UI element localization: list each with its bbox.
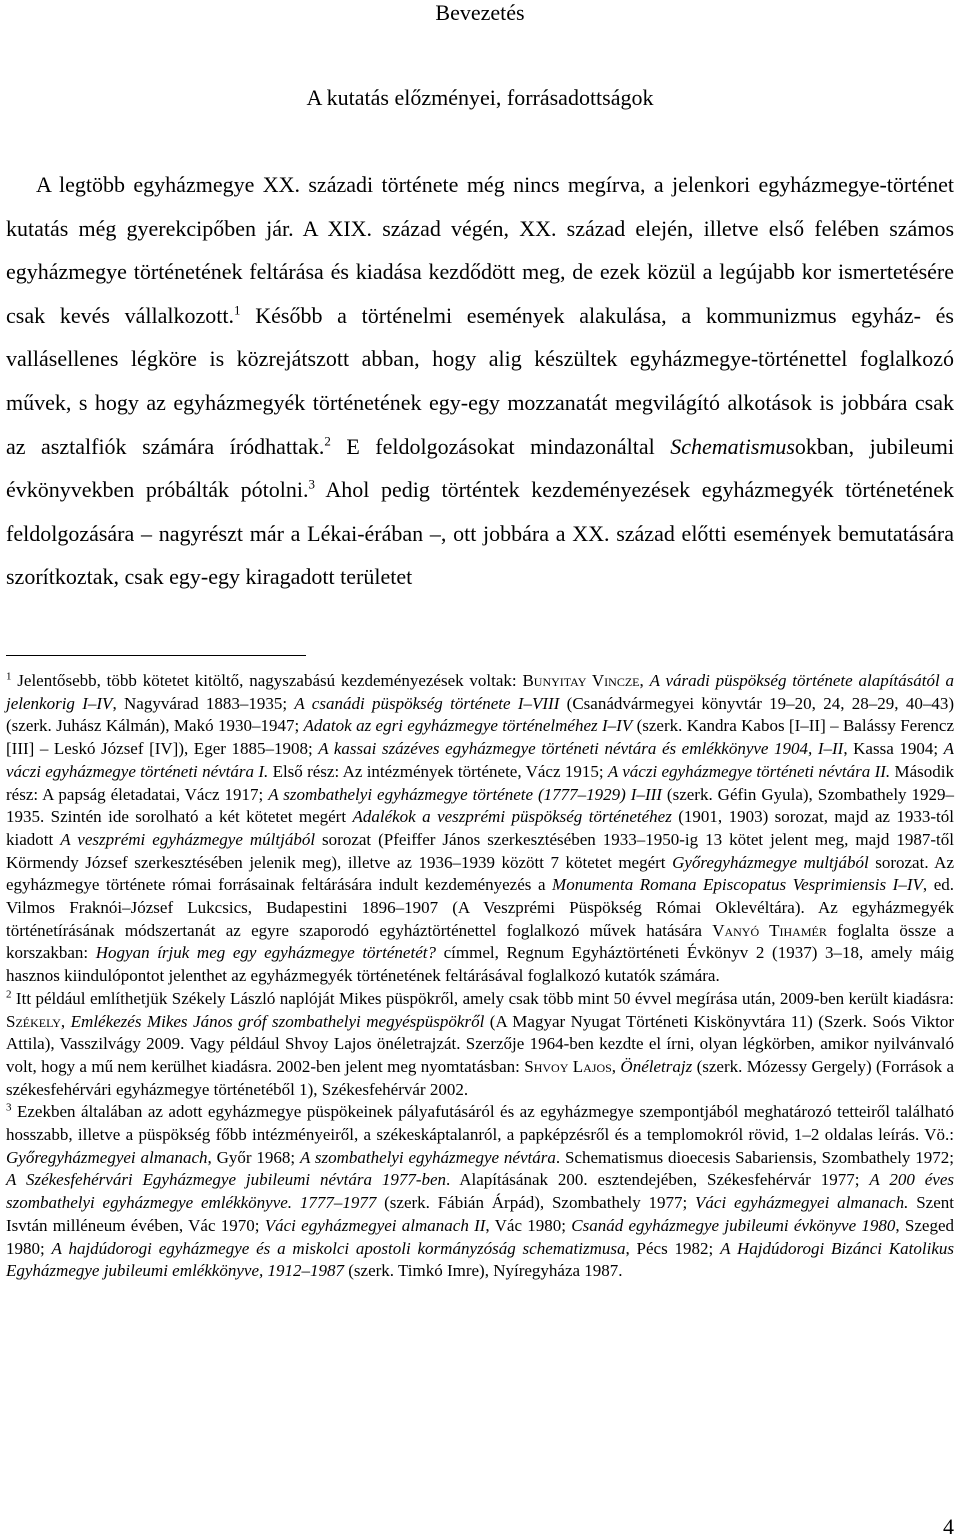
work-title: A váradi püspökség története alapításától a jelenkorig I–IV xyxy=(6,671,955,713)
footnote-text: , xyxy=(60,1011,71,1031)
body-sentence: okban, jubileumi évkönyvekben próbálták pótolni. xyxy=(6,433,954,503)
work-title: Önéletrajz xyxy=(620,1056,693,1076)
footnote-text: (A Magyar Nyugat Történeti Kiskönyvtára 11) (Szerk. Soós Viktor Attila), Vasszilvágy 2009. Vagy például Shvoy Lajos önéletrajzát. Szerzője 1964-ben kezdte el írni, olyan légkörben, amikor nyilvánvaló volt, hogy a mű nem kerülhet kiadásra. 2002-ben jelent meg nyomtatásban: xyxy=(6,1011,955,1076)
footnote-text: , Szeged 1980; xyxy=(6,1215,954,1258)
work-title: Hogyan írjuk meg egy egyházmegye történetét? xyxy=(95,943,436,963)
footnote-text: Szent Isvtán milléneum évében, Vác 1970; xyxy=(6,1193,954,1235)
footnote-text: sorozat (Pfeiffer János szerkesztésében 1933–1950-ig 13 kötet jelent meg, majd 1987-től Körmendy József szerkesztésében jelenik meg), illetve az 1936–1939 között 7 kötetet megért xyxy=(6,829,954,872)
footnote-number: 3 xyxy=(6,1101,12,1114)
work-title: A Székesfehérvári Egyházmegye jubileumi névtára 1977-ben xyxy=(6,1170,447,1190)
work-title: A veszprémi egyházmegye múltjából xyxy=(60,829,316,849)
italic-term: Schematismus xyxy=(670,433,795,459)
footnote-text: . Alapításának 200. esztendejében, Székesfehérvár 1977; xyxy=(446,1170,870,1190)
footnote-text: Jelentősebb, több kötetet kitöltő, nagyszabású kezdeményezések voltak: xyxy=(11,671,523,690)
work-title: Győregyházmegyei almanach xyxy=(6,1147,208,1167)
body-text xyxy=(6,163,954,599)
footnote-text: , xyxy=(611,1056,621,1076)
footnote-text: Ezekben általában az adott egyházmegye püspökeinek pályafutásáról és az egyházmegye szempontjából meghatározó tetteiről található hosszabb, illetve a püspökség főbb intézményeiről, a székeskáptalanról, a papképzésről és a templomokról rövid, 1–2 oldalas leírás. Vö.: xyxy=(6,1102,954,1145)
footnote-text: , Pécs 1982; xyxy=(625,1238,721,1258)
footnote-separator xyxy=(6,655,306,656)
footnote-text: , Vác 1980; xyxy=(485,1215,572,1235)
footnote-text: , xyxy=(639,671,650,690)
work-title: A szombathelyi egyházmegye története (1777–1929) I–III xyxy=(268,784,662,804)
work-title: A szombathelyi egyházmegye névtára xyxy=(299,1147,556,1167)
footnote-ref-1[interactable]: 1 xyxy=(234,302,241,318)
work-title: A 200 éves szombathelyi egyházmegye emlékkönyve. 1777–1977 xyxy=(6,1170,954,1213)
footnote-text: , Nagyvárad 1883–1935; xyxy=(112,693,295,713)
section-title: A kutatás előzményei, forrásadottságok xyxy=(306,85,654,110)
footnote-text: , ed. Vilmos Fraknói–József Lukcsics, Budapestini 1896–1907 (A Veszprémi Püspökség Római Oklevéltára). Az egyházmegyék történetírásának módszertanát az egyre szaporodó egyháztörténettel foglalkozó művek hatására xyxy=(6,875,954,940)
footnote-ref-3[interactable]: 3 xyxy=(308,476,315,492)
author-name: Shvoy Lajos xyxy=(524,1056,612,1076)
footnote-text: , Kassa 1904; xyxy=(843,739,944,759)
body-paragraph xyxy=(6,163,954,599)
footnote-text: címmel, Regnum Egyháztörténeti Évkönyv 2 (1937) 3–18, amely máig hasznos kiindulópontot jelenthet az egyházmegyék történetének feltárásával foglalkozó kutatók számára. xyxy=(6,943,955,986)
footnote-3 xyxy=(6,1101,954,1283)
chapter-title: Bevezetés xyxy=(435,0,525,25)
page-number: 4 xyxy=(943,1514,954,1539)
work-title: Váci egyházmegyei almanach II xyxy=(264,1215,486,1235)
work-title: A Hajdúdorogi Bizánci Katolikus Egyházmegye jubileumi emlékkönyve, 1912–1987 xyxy=(6,1238,954,1281)
body-sentence: E feldolgozásokat mindazonáltal xyxy=(330,433,671,459)
footnote-text: (1901, 1903) sorozat, majd az 1933-tól kiadott xyxy=(6,807,954,849)
work-title: Váci egyházmegyei almanach. xyxy=(695,1193,909,1213)
work-title: Adalékok a veszprémi püspökség történetéhez xyxy=(352,807,672,827)
footnotes xyxy=(6,670,954,1283)
work-title: A kassai százéves egyházmegye történeti névtára és emlékkönyve 1904, I–II xyxy=(318,739,844,759)
footnote-text: (szerk. Timkó Imre), Nyíregyháza 1987. xyxy=(344,1261,623,1281)
work-title: Adatok az egri egyházmegye történelméhez I–IV xyxy=(303,716,633,736)
work-title: A váczi egyházmegye történeti névtára I. xyxy=(6,739,954,781)
footnote-text: (szerk. Kandra Kabos [I–II] – Balássy Ferencz [III] – Leskó József [IV]), Eger 1885–1908; xyxy=(6,716,955,759)
footnote-text: Itt például említhetjük Székely László naplóját Mikes püspökről, amely csak több mint 50 évvel megírása után, 2009-ben került kiadásra: xyxy=(11,988,954,1008)
footnote-text: (szerk. Géfin Gyula), Szombathely 1929–1935. Szintén ide sorolható a két kötetet megért xyxy=(6,784,955,827)
body-sentence: A legtöbb egyházmegye XX. századi története még nincs megírva, a jelenkori egyházmegye-történet kutatás még gyerekcipőben jár. A XIX. század végén, XX. század elején, illetve első felében számos egyházmegye történetének feltárása és kiadása kezdődött meg, de ezek közül a legújabb kor ismertetésére csak kevés vállalkozott. xyxy=(6,172,954,328)
footnote-text: sorozat. Az egyházmegye története római forrásainak feltárására indult kezdeményezés a xyxy=(6,852,954,895)
work-title: Emlékezés Mikes János gróf szombathelyi megyéspüspökről xyxy=(70,1011,485,1031)
work-title: A váczi egyházmegye történeti névtára II. xyxy=(607,761,891,781)
body-sentence: Később a történelmi események alakulása, a kommunizmus egyház- és vallásellenes légköre is közrejátszott abban, hogy alig készültek egyházmegye-történettel foglalkozó művek, s hogy az egyházmegyék történetének egy-egy mozzanatát megvilágító alkotások is jobbára csak az asztalfiók számára íródhattak. xyxy=(6,302,954,459)
footnote-text: . Schematismus dioecesis Sabariensis, Szombathely 1972; xyxy=(555,1147,954,1167)
work-title: Monumenta Romana Episcopatus Vesprimiensis I–IV xyxy=(552,875,923,895)
footnote-1 xyxy=(6,670,954,988)
author-name: Székely xyxy=(6,1011,61,1031)
footnote-text: foglalta össze a korszakban: xyxy=(6,920,954,963)
work-title: A csanádi püspökség története I–VIII xyxy=(294,693,560,713)
footnote-text: (szerk. Mózessy Gergely) (Források a székesfehérvári egyházmegye történetéből 1), Székesfehérvár 2002. xyxy=(6,1056,955,1099)
footnote-text: (szerk. Fábián Árpád), Szombathely 1977; xyxy=(376,1193,696,1213)
body-sentence: Ahol pedig történtek kezdeményezések egyházmegyék történetének feldolgozására – nagyrészt már a Lékai-érában –, ott jobbára a XX. század előtti események bemutatására szorítkoztak, csak egy-egy kiragadott területet xyxy=(6,477,954,590)
footnote-number: 2 xyxy=(6,988,12,1001)
footnote-text: Első rész: Az intézmények története, Vácz 1915; xyxy=(268,761,608,781)
footnote-2 xyxy=(6,988,954,1102)
footnote-text: , Győr 1968; xyxy=(207,1147,300,1167)
author-name: Vanyó Tihamér xyxy=(712,920,827,940)
footnote-ref-2[interactable]: 2 xyxy=(324,433,331,449)
footnote-number: 1 xyxy=(6,670,12,683)
work-title: Győregyházmegye multjából xyxy=(672,852,869,872)
work-title: Csanád egyházmegye jubileumi évkönyve 1980 xyxy=(571,1215,896,1235)
work-title: A hajdúdorogi egyházmegye és a miskolci apostoli kormányzóság schematizmusa xyxy=(51,1238,626,1258)
footnote-text: Második rész: A papság életadatai, Vácz 1917; xyxy=(6,761,954,804)
footnote-text: (Csanádvármegyei könyvtár 19–20, 24, 28–29, 40–43) (szerk. Juhász Kálmán), Makó 1930–1947; xyxy=(6,693,954,736)
author-name: Bunyitay Vincze xyxy=(522,671,640,690)
